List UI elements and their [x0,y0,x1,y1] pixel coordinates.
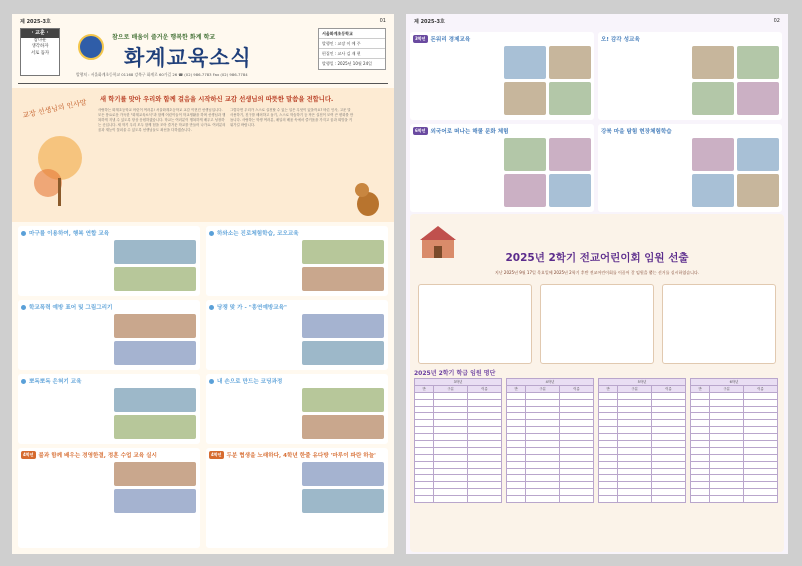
autumn-leaves-illustration [30,128,90,208]
article-photo [302,240,384,264]
greeting-section [12,88,394,222]
article-text [210,240,298,292]
table-row [507,406,594,413]
grade-label: 4학년 [507,379,594,386]
table-row [507,434,594,441]
bullet-icon [209,379,214,384]
table-row [415,461,502,468]
article-photo [737,46,779,79]
article-photo [737,82,779,115]
article-6 [206,374,388,444]
table-row [415,447,502,454]
article-title: 마구를 이용하여, 행복 연합 교육 [29,231,110,237]
article-1 [18,226,200,296]
school-slogan: 참으로 배움이 즐거운 행복한 화계 학교 [112,34,216,41]
table-row [691,475,778,482]
article-photo [302,489,384,513]
officer-table-4: 6학년 반 구분 이름 [690,378,778,503]
grade-label: 5학년 [599,379,686,386]
article-title: 하와소는 진로체험학습, 코오교육 [217,231,299,237]
article-photo [692,138,734,171]
article-photo [504,138,546,171]
article-photo [549,46,591,79]
table-title: 2025년 2학기 학급 임원 명단 [414,370,496,377]
table-row [507,399,594,406]
table-row [507,482,594,489]
school-logo-icon [78,34,104,60]
table-row [599,489,686,496]
article-text [22,388,110,440]
publication-info: 서울화계초등학교 발행인 : 교장 이 예 주 편집인 : 교사 김 재 현 발행일 : 2025년 10월 24일 [318,28,386,70]
election-title: 2025년 2학기 전교어린이회 임원 선출 [505,252,689,264]
article-photo [692,46,734,79]
table-row [599,447,686,454]
table-row [507,475,594,482]
table-row [415,475,502,482]
article-photo [737,174,779,207]
article-photo [504,174,546,207]
greeting-title: 새 학기를 맞아 우리와 함께 걸음을 시작하신 교감 선생님의 따뜻한 말씀을 전합니다. [100,96,334,103]
article-text [602,46,688,116]
table-row [691,420,778,427]
page-number-right: 02 [773,18,780,24]
bullet-icon [209,305,214,310]
grade-badge: 4학년 [23,452,34,457]
greeting-badge: 교장 선생님의 인사말 [21,98,88,120]
table-row [599,420,686,427]
article-photo [692,82,734,115]
table-row [691,399,778,406]
issue-number: 제 2025-3호 [20,19,51,25]
table-row [599,441,686,448]
table-row [599,482,686,489]
article-text [414,138,500,208]
table-row [599,475,686,482]
article-photo [302,267,384,291]
table-row [599,454,686,461]
table-row [691,427,778,434]
school-motto-box: · 교훈 · 참다운 생각하자 서로 돕자 [20,28,60,76]
table-row [415,496,502,503]
masthead [18,26,388,84]
table-row [691,447,778,454]
officer-table-2: 4학년 반 구분 이름 [506,378,594,503]
table-row [415,427,502,434]
article-photo [114,267,196,291]
election-intro: 지난 2025년 9월 17일 목요일에 2025년 2학기 후반 전교어린이회를 이끌어 갈 임원을 뽑는 선거를 실시하였습니다. [494,270,700,275]
article-title: 학교폭력 예방 표어 및 그림그리기 [29,305,113,311]
squirrel-illustration [352,178,386,218]
table-row [599,399,686,406]
table-row [691,482,778,489]
table-row [415,454,502,461]
article-photo [302,314,384,338]
article-title: 뽀독뽀독 은혀기 교육 [29,379,82,385]
table-row [691,392,778,399]
article-title: 강북 마을 탐험 현장체험학습 [601,129,672,135]
table-row [691,406,778,413]
right-article-1 [410,32,594,120]
article-photo [549,138,591,171]
table-row [599,496,686,503]
table-row [415,413,502,420]
right-article-2 [598,32,782,120]
article-text [22,314,110,366]
table-row [415,406,502,413]
article-title: 두분 협생을 노래하다, 4학년 한줄 유다방 '마루이 파란 하늘' [226,453,376,459]
table-row [507,489,594,496]
article-photo [114,489,196,513]
grade-badge: 4학년 [211,452,222,457]
grade-label: 3학년 [415,379,502,386]
table-row [415,468,502,475]
table-row [599,468,686,475]
right-article-3 [410,124,594,212]
table-row [415,392,502,399]
table-row [691,461,778,468]
table-row [507,496,594,503]
officer-table-3: 5학년 반 구분 이름 [598,378,686,503]
article-text [210,314,298,366]
article-text [210,388,298,440]
table-row [507,454,594,461]
grade-label: 6학년 [691,379,778,386]
article-title: 돈워리 경제교육 [430,37,471,43]
article-photo [504,46,546,79]
table-row [415,482,502,489]
article-photo [114,415,196,439]
table-row [507,447,594,454]
table-row [507,413,594,420]
newsletter-title: 화계교육소식 [124,45,252,70]
article-photo [114,240,196,264]
article-photo [549,174,591,207]
article-photo [302,388,384,412]
article-3 [18,300,200,370]
table-row [599,427,686,434]
greeting-text-col2: 그렇다면 우리가 스스로 실천할 수 있는 일은 무엇이 있을까요? 바른 인사, 고운 말 사용하기, 친구를 배려하고 돕기, 스스로 학습하기 등 작은 실천이 모여 큰 변화를 만듭니다. 사랑하는 학생 여러분, 매일의 배움 속에서 즐거움을 가지고 꿈과 희망을 키워가길 바랍니다. [230,108,354,127]
article-photo [114,388,196,412]
article-2 [206,226,388,296]
page-number: 01 [379,18,386,24]
table-row [507,461,594,468]
table-row [691,413,778,420]
article-text [602,138,688,208]
article-photo [114,341,196,365]
article-title: 외국어로 떠나는 해쿨 문화 체험 [430,129,509,135]
article-photo [549,82,591,115]
publisher-line: 발행처 : 서울화계초등학교 01168 강북구 화계로 60가길 26 ☎ (02) 986-7783 Fax (02) 986-7784 [76,72,248,77]
table-row [415,434,502,441]
article-photo [302,341,384,365]
bullet-icon [21,379,26,384]
article-text [210,462,298,514]
bullet-icon [21,231,26,236]
table-row [599,406,686,413]
table-row [691,468,778,475]
article-8 [206,448,388,548]
article-text [414,46,500,116]
table-row [691,454,778,461]
article-photo [302,415,384,439]
article-photo [737,138,779,171]
table-row [507,427,594,434]
table-row [507,468,594,475]
candidate-cards [418,284,776,364]
grade-badge: 3학년 [415,36,426,41]
table-row [691,441,778,448]
grade-badge: 6학년 [415,128,426,133]
table-row [415,489,502,496]
article-photo [302,462,384,486]
table-row [415,420,502,427]
bullet-icon [209,231,214,236]
table-row [599,392,686,399]
table-row [599,434,686,441]
table-row [415,399,502,406]
greeting-text-col1: 사랑하는 화계초등학교 어린이 여러분! 서울화계초등학교 교감 이현진 선생님입니다. 모든 풍요로운 가득한 "화계교육소식"과 함께 어린이들이 학교생활을 하며 선생님과 행복하게 지낼 수 있도록 항상 응원하겠습니다. 학교는 여러분이 행복하게 배우고 성장하는 곳입니다. 새 학기 우리 모두 함께 힘을 모아 즐거운 학교를 만들어 나가요. 여러분의 꿈과 재능이 꽃피울 수 있도록 선생님들도 최선을 다하겠습니다. [98,108,226,132]
table-row [507,392,594,399]
table-row [415,441,502,448]
article-4 [206,300,388,370]
article-title: 불과 함께 배우는 경영한결, 정훈 수업 교육 실시 [38,453,157,459]
article-photo [504,82,546,115]
article-photo [692,174,734,207]
article-text [22,240,110,292]
officer-table-1: 3학년 반 구분 이름 [414,378,502,503]
article-photo [114,314,196,338]
article-title: 내 손으로 만드는 코딩과정 [217,379,283,385]
article-7 [18,448,200,548]
newsletter-page-2 [406,14,788,554]
article-title: 당쟁 맞 가 - "흥연예방교육" [217,305,287,311]
bullet-icon [21,305,26,310]
issue-number-right: 제 2025-3호 [414,19,445,25]
table-row [507,420,594,427]
table-row [599,461,686,468]
table-row [691,434,778,441]
right-article-4 [598,124,782,212]
table-row [691,489,778,496]
article-text [22,462,110,514]
newsletter-page-1 [12,14,394,554]
article-5 [18,374,200,444]
table-row [599,413,686,420]
table-row [691,496,778,503]
article-photo [114,462,196,486]
article-title: 오! 감각 성교육 [601,37,640,43]
table-row [507,441,594,448]
